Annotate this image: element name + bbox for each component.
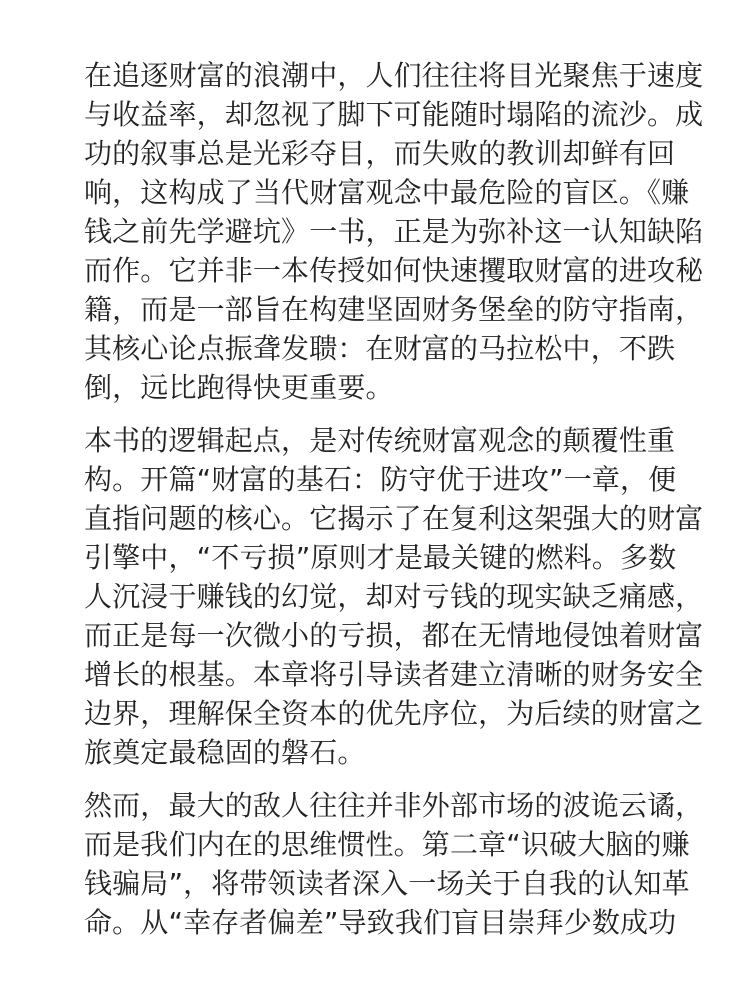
paragraph-2 xyxy=(84,421,704,772)
text-line: 边界，理解保全资本的优先序位，为后续的财富之 xyxy=(84,697,704,730)
text-line: 在追逐财富的浪潮中，人们往往将目光聚焦于速度 xyxy=(84,59,704,92)
text-line: 人沉浸于赚钱的幻觉，却对亏钱的现实缺乏痛感， xyxy=(84,580,704,613)
text-line: 命。从“幸存者偏差”导致我们盲目崇拜少数成功 xyxy=(84,906,677,939)
text-line: 引擎中，“不亏损”原则才是最关键的燃料。多数 xyxy=(84,541,677,574)
article-body xyxy=(84,56,704,956)
text-line: 构。开篇“财富的基石：防守优于进攻”一章，便 xyxy=(84,463,677,496)
text-line: 旅奠定最稳固的磐石。 xyxy=(84,736,366,769)
text-line: 倒，远比跑得快更重要。 xyxy=(84,371,394,404)
text-line: 与收益率，却忽视了脚下可能随时塌陷的流沙。成 xyxy=(84,98,704,131)
text-line: 响，这构成了当代财富观念中最危险的盲区。《赚 xyxy=(84,176,690,209)
text-line: 然而，最大的敌人往往并非外部市场的波诡云谲， xyxy=(84,789,704,822)
text-line: 籍，而是一部旨在构建坚固财务堡垒的防守指南， xyxy=(84,293,704,326)
text-line: 钱骗局”，将带领读者深入一场关于自我的认知革 xyxy=(84,867,690,900)
text-line: 而正是每一次微小的亏损，都在无情地侵蚀着财富 xyxy=(84,619,704,652)
paragraph-3 xyxy=(84,786,704,942)
text-line: 直指问题的核心。它揭示了在复利这架强大的财富 xyxy=(84,502,704,535)
text-line: 其核心论点振聋发聩：在财富的马拉松中，不跌 xyxy=(84,332,676,365)
text-line: 功的叙事总是光彩夺目，而失败的教训却鲜有回 xyxy=(84,137,676,170)
text-line: 钱之前先学避坑》一书，正是为弥补这一认知缺陷 xyxy=(84,215,704,248)
text-line: 而是我们内在的思维惯性。第二章“识破大脑的赚 xyxy=(84,828,690,861)
paragraph-1 xyxy=(84,56,704,407)
text-line: 而作。它并非一本传授如何快速攫取财富的进攻秘 xyxy=(84,254,704,287)
text-line: 增长的根基。本章将引导读者建立清晰的财务安全 xyxy=(84,658,704,691)
text-line: 本书的逻辑起点，是对传统财富观念的颠覆性重 xyxy=(84,424,676,457)
